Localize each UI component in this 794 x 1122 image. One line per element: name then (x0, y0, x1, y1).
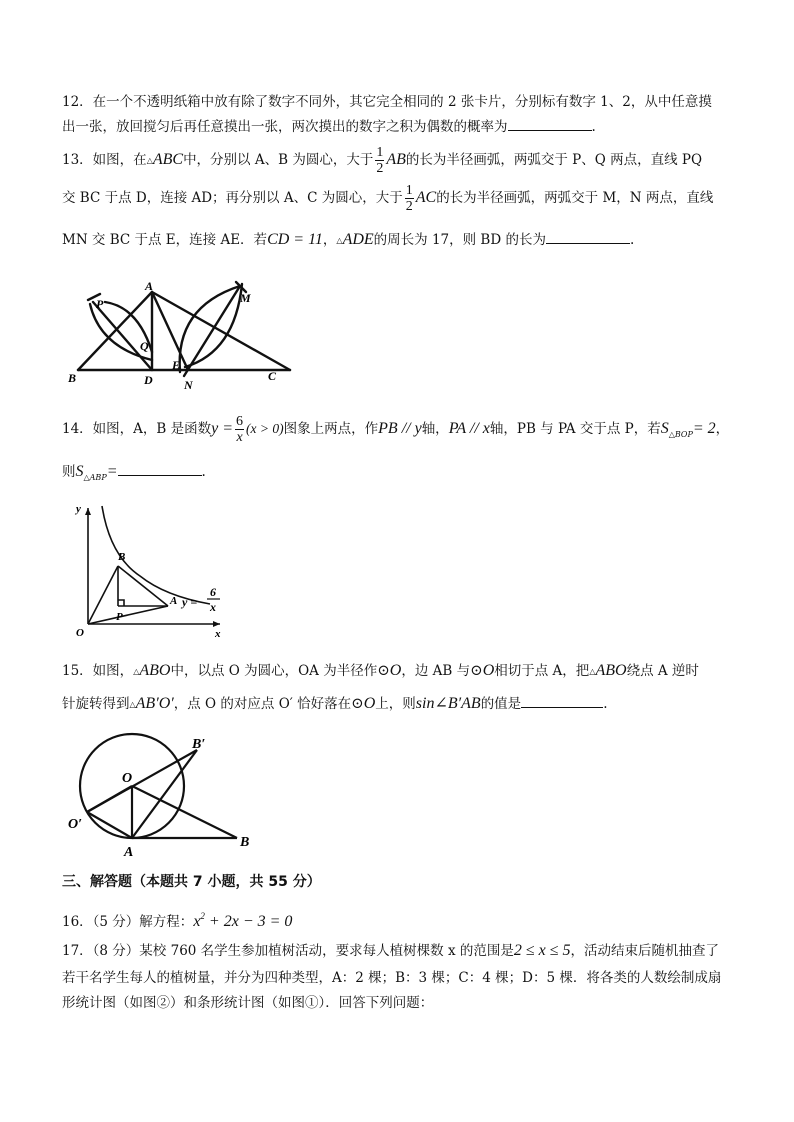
q14-pa: PA // x (448, 420, 490, 437)
q14-eq2: = 2 (692, 420, 716, 437)
label-E: E (172, 358, 181, 372)
label-N: N (184, 378, 193, 392)
axis-y-label: y (76, 503, 81, 515)
q15-sin: sin∠B′AB (415, 695, 481, 712)
label-P: P (116, 611, 123, 623)
label-Q: Q (140, 339, 149, 353)
q13-line2 (62, 183, 713, 214)
q12-end: . (591, 119, 596, 135)
q12-line1: 12．在一个不透明纸箱中放有除了数字不同外，其它完全相同的 2 张卡片，分别标有数字 1、2，从中任意摸 (62, 94, 712, 110)
q17-line3: 形统计图（如图②）和条形统计图（如图①）．回答下列问题： (62, 995, 434, 1011)
q13-ade: ADE (342, 231, 374, 248)
q14-abp: ABP (89, 473, 107, 482)
q15-text-h: 上，则 (375, 696, 416, 712)
answer-blank (118, 461, 202, 476)
label-D: D (144, 373, 153, 387)
q15-text-f: 针旋转得到 (62, 696, 130, 712)
q13-cd: CD = 11 (267, 231, 323, 248)
q13-ac: AC (415, 189, 437, 206)
curve-label: y = (182, 595, 198, 609)
triangle-symbol: △ (668, 430, 675, 439)
q17-range: 2 ≤ x ≤ 5 (513, 942, 571, 959)
q13-comma: ， (322, 232, 337, 248)
q14-line2 (62, 461, 206, 488)
q17-line1 (62, 941, 719, 961)
q15-line2 (62, 693, 607, 715)
q17-line2: 若干名学生每人的植树量，并分为四种类型，A：2 棵；B：3 棵；C：4 棵；D：5 棵．将各类的人数绘制成扇 (62, 970, 722, 986)
q14-text-d: 轴，PB 与 PA 交于点 P，若 (489, 421, 661, 437)
circle-dot-symbol: ⊙ (351, 694, 364, 712)
q14-comma: ， (715, 421, 730, 437)
label-B: B (118, 551, 126, 563)
q14-end: . (201, 464, 206, 480)
q15-o: O (389, 662, 402, 679)
curve-label-num: 6 (210, 585, 216, 599)
q13-end: . (629, 232, 635, 248)
q16-exp: 2 (200, 911, 205, 921)
q15-text-i: 的值是 (480, 696, 522, 712)
q16-x: x (193, 913, 201, 930)
label-P: P (96, 297, 104, 311)
label-O-prime: O′ (68, 817, 83, 832)
label-B-prime: B′ (192, 737, 206, 752)
q15-line1 (62, 660, 699, 682)
label-B: B (240, 835, 250, 850)
q14-line1 (62, 413, 729, 451)
q13-line1 (62, 145, 702, 176)
q15-text-g: ，点 O 的对应点 O′ 恰好落在 (173, 696, 352, 712)
label-O: O (76, 627, 84, 639)
q13-text-d: 交 BC 于点 D，连接 AD；再分别以 A、C 为圆心，大于 (62, 190, 403, 206)
triangle-symbol: △ (129, 700, 136, 709)
q13-ab: AB (386, 151, 406, 168)
fraction-half: $\frac{1}{2}$ (376, 145, 384, 176)
q14-pb: PB // y (378, 420, 422, 437)
label-A: A (170, 595, 178, 607)
label-M: M (240, 291, 251, 305)
q13-text-g: 的周长为 17，则 BD 的长为 (373, 232, 546, 248)
circle-dot-symbol: ⊙ (377, 661, 390, 679)
q17-text-b: ，活动结束后随机抽查了 (570, 943, 720, 959)
q12-text: 出一张，放回搅匀后再任意摸出一张，两次摸出的数字之积为偶数的概率为 (62, 119, 508, 135)
q15-o: O (482, 662, 495, 679)
q14-text-e: 则 (62, 464, 76, 480)
axis-x-label: x (215, 628, 221, 640)
fraction-6-over-x: $\frac{6}{x}$ (236, 414, 244, 445)
label-A: A (124, 845, 134, 860)
label-A: A (145, 279, 154, 293)
q12-line2 (62, 116, 596, 137)
circle-dot-symbol: ⊙ (470, 661, 483, 679)
q15-text-b: 中，以点 O 为圆心，OA 为半径作 (170, 663, 378, 679)
answer-blank (508, 116, 592, 131)
q13-abc: ABC (152, 151, 184, 168)
fraction-half-2: $\frac{1}{2}$ (405, 183, 413, 214)
area-symbol: S (660, 420, 669, 437)
q15-abo: ABO (139, 662, 171, 679)
q15-abo-prime: AB′O′ (135, 695, 174, 712)
q13-line3 (62, 229, 634, 251)
q13-text-c: 的长为半径画弧，两弧交于 P、Q 两点，直线 PQ (405, 152, 703, 168)
q14-text-b: 图象上两点，作 (283, 421, 379, 437)
q14-domain: (x > 0) (246, 421, 284, 436)
triangle-symbol: △ (336, 236, 343, 245)
q15-abo: ABO (595, 662, 627, 679)
q14-bop: BOP (674, 430, 693, 439)
q16-line (62, 906, 292, 932)
q15-text-d: 相切于点 A，把 (494, 663, 590, 679)
section-heading: 三、解答题（本题共 7 小题，共 55 分） (62, 874, 321, 890)
q13-text-f: MN 交 BC 于点 E，连接 AE．若 (62, 232, 268, 248)
q14-figure (60, 496, 235, 644)
q15-text-a: 15．如图， (62, 663, 134, 679)
answer-blank (521, 693, 603, 708)
q13-figure (60, 272, 300, 392)
q15-figure (62, 730, 272, 860)
label-B: B (68, 371, 77, 385)
q14-y: y = (211, 420, 234, 437)
label-C: C (268, 369, 277, 383)
curve-label-den: x (210, 600, 216, 614)
q13-text-a: 13．如图，在 (62, 152, 147, 168)
q15-text-c: ，边 AB 与 (401, 663, 471, 679)
triangle-symbol: △ (589, 667, 596, 676)
q14-text-c: 轴， (421, 421, 449, 437)
q13-text-e: 的长为半径画弧，两弧交于 M，N 两点，直线 (436, 190, 714, 206)
triangle-symbol: △ (83, 473, 90, 482)
q15-text-e: 绕点 A 逆时 (626, 663, 699, 679)
label-O: O (122, 771, 133, 786)
triangle-symbol: △ (133, 667, 140, 676)
answer-blank (546, 229, 630, 244)
q17-text-a: 17．（8 分）某校 760 名学生参加植树活动，要求每人植树棵数 x 的范围是 (62, 943, 514, 959)
area-symbol: S (75, 463, 84, 480)
q14-eq: = (106, 463, 118, 480)
q13-text-b: 中，分别以 A、B 为圆心，大于 (183, 152, 374, 168)
q16-text: 16．（5 分）解方程： (62, 914, 194, 930)
q15-end: . (603, 696, 608, 712)
triangle-symbol: △ (146, 156, 153, 165)
q16-rest: + 2x − 3 = 0 (204, 913, 293, 930)
q14-text-a: 14．如图，A，B 是函数 (62, 421, 212, 437)
q15-o: O (363, 695, 376, 712)
